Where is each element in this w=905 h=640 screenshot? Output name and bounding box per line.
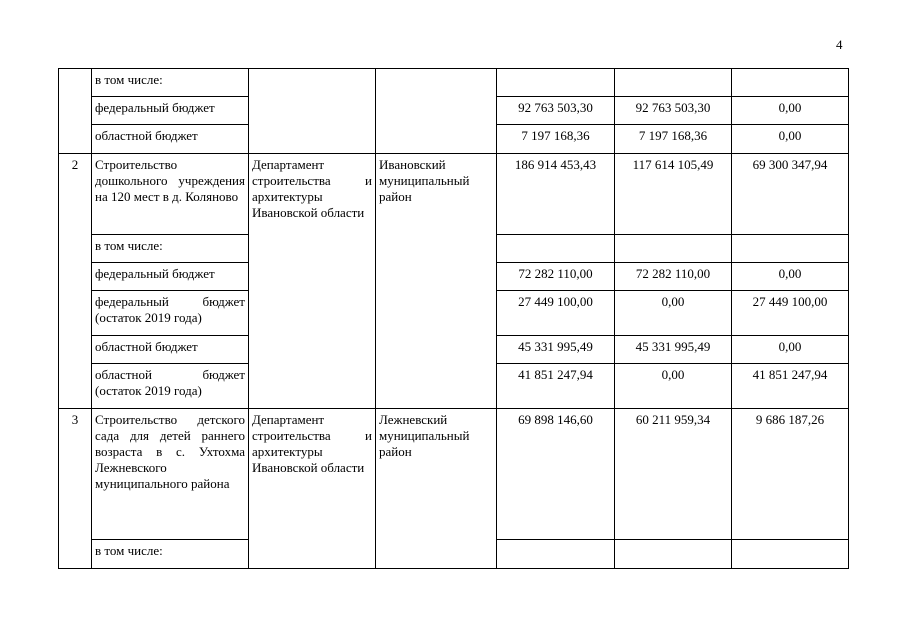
amount-total-cell: 7 197 168,36 — [497, 125, 615, 154]
amount-current-cell: 7 197 168,36 — [615, 125, 732, 154]
amount-current-cell: 45 331 995,49 — [615, 336, 732, 364]
budget-table — [58, 68, 849, 569]
item-name-cell: областной бюджет — [92, 125, 249, 154]
amount-remainder-cell: 27 449 100,00 — [732, 291, 849, 336]
amount-remainder-cell — [732, 69, 849, 97]
amount-total-cell — [497, 540, 615, 569]
item-name-cell: федеральный бюджет — [92, 97, 249, 125]
amount-current-cell: 72 282 110,00 — [615, 263, 732, 291]
amount-total-cell — [497, 235, 615, 263]
amount-current-cell — [615, 69, 732, 97]
organization-cell: Департамент строительства и архитектуры Ивановской области — [249, 409, 376, 569]
amount-current-cell — [615, 540, 732, 569]
amount-total-cell — [497, 69, 615, 97]
amount-remainder-cell: 0,00 — [732, 97, 849, 125]
amount-current-cell: 0,00 — [615, 364, 732, 409]
amount-total-cell: 45 331 995,49 — [497, 336, 615, 364]
item-name-cell: в том числе: — [92, 69, 249, 97]
amount-remainder-cell: 41 851 247,94 — [732, 364, 849, 409]
amount-remainder-cell — [732, 235, 849, 263]
amount-total-cell: 92 763 503,30 — [497, 97, 615, 125]
item-name-cell: Строительство детского сада для детей раннего возраста в с. Ухтохма Лежневского муниципального района — [92, 409, 249, 540]
amount-remainder-cell: 9 686 187,26 — [732, 409, 849, 540]
row-number-cell — [59, 69, 92, 154]
territory-cell — [376, 69, 497, 154]
table-row — [59, 69, 849, 97]
item-name-cell: федеральный бюджет — [92, 263, 249, 291]
row-number-cell: 3 — [59, 409, 92, 569]
amount-total-cell: 186 914 453,43 — [497, 154, 615, 235]
amount-current-cell — [615, 235, 732, 263]
territory-cell: Лежневский муниципальный район — [376, 409, 497, 569]
amount-current-cell: 117 614 105,49 — [615, 154, 732, 235]
table-row — [59, 154, 849, 235]
amount-remainder-cell: 0,00 — [732, 125, 849, 154]
amount-total-cell: 69 898 146,60 — [497, 409, 615, 540]
amount-remainder-cell — [732, 540, 849, 569]
item-name-cell: в том числе: — [92, 540, 249, 569]
page-number: 4 — [836, 37, 843, 52]
amount-remainder-cell: 69 300 347,94 — [732, 154, 849, 235]
amount-current-cell: 0,00 — [615, 291, 732, 336]
item-name-cell: федеральный бюджет (остаток 2019 года) — [92, 291, 249, 336]
amount-current-cell: 60 211 959,34 — [615, 409, 732, 540]
amount-remainder-cell: 0,00 — [732, 336, 849, 364]
item-name-cell: Строительство дошкольного учреждения на 120 мест в д. Коляново — [92, 154, 249, 235]
amount-remainder-cell: 0,00 — [732, 263, 849, 291]
amount-current-cell: 92 763 503,30 — [615, 97, 732, 125]
item-name-cell: областной бюджет (остаток 2019 года) — [92, 364, 249, 409]
territory-cell: Ивановский муниципальный район — [376, 154, 497, 409]
item-name-cell: в том числе: — [92, 235, 249, 263]
amount-total-cell: 72 282 110,00 — [497, 263, 615, 291]
amount-total-cell: 27 449 100,00 — [497, 291, 615, 336]
amount-total-cell: 41 851 247,94 — [497, 364, 615, 409]
table-row — [59, 409, 849, 540]
organization-cell — [249, 69, 376, 154]
item-name-cell: областной бюджет — [92, 336, 249, 364]
organization-cell: Департамент строительства и архитектуры Ивановской области — [249, 154, 376, 409]
row-number-cell: 2 — [59, 154, 92, 409]
